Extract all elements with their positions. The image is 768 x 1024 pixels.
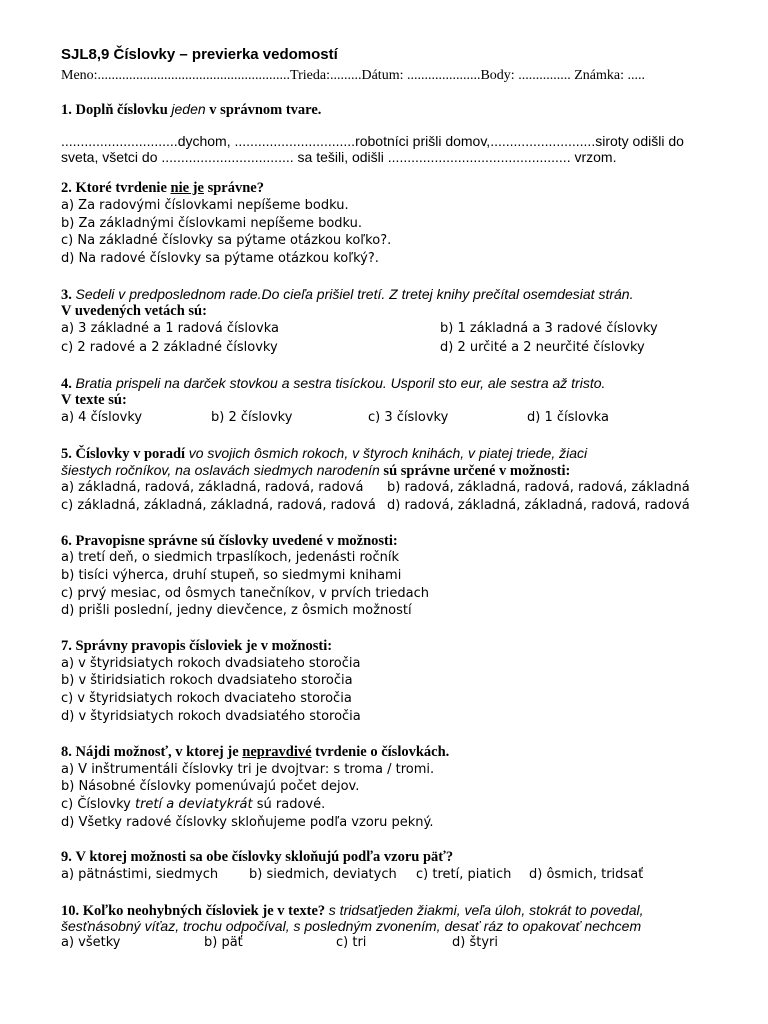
question-8-number: 8. [61,744,72,760]
question-10-option-c: c) tri [336,935,367,950]
question-8-option-c: c) Číslovky tretí a deviatykrát sú radové. [61,797,326,812]
question-2-option-c: c) Na základné číslovky sa pýtame otázkou koľko?. [61,233,392,248]
question-6-title: Pravopisne správne sú číslovky uvedené v možnosti: [75,533,398,549]
question-3-option-a: a) 3 základné a 1 radová číslovka [61,321,279,336]
question-1-line-2: sveta, všetci do .................................. sa tešili, odišli ............................................... vrzom. [61,149,617,165]
question-6-option-b: b) tisíci výherca, druhí stupeň, so siedmymi knihami [61,568,402,583]
question-8-option-c-italic: tretí a deviatykrát [134,797,253,812]
question-4-question: V texte sú: [61,392,127,408]
question-8-heading [61,744,449,761]
question-2-pre: Ktoré tvrdenie [75,180,167,196]
question-1-number: 1. [61,102,72,118]
student-info-line: Meno:.......................................................Trieda:.........Dátum: .....................Body: ............... Známka: ..... [61,68,645,83]
question-5-text-2: šiestych ročníkov, na oslavách siedmych narodenín [61,462,380,478]
question-10-text-1: s tridsaťjeden žiakmi, veľa úloh, stokrát to povedal, [328,902,644,918]
question-2-option-d: d) Na radové číslovky sa pýtame otázkou koľký?. [61,251,379,266]
question-9-option-d: d) ôsmich, tridsať [529,867,644,882]
question-5-option-c: c) základná, základná, základná, radová, radová [61,498,376,513]
question-7-heading [61,638,332,655]
question-5-option-d: d) radová, základná, základná, radová, radová [387,498,690,513]
question-1-post: v správnom tvare. [209,102,322,118]
question-1-line-1: ..............................dychom, ...............................robotníci prišli domov,...........................siroty odišli do [61,133,684,149]
question-7-option-c: c) v štyridsiatych rokoch dvaciateho storočia [61,691,352,706]
question-10-option-b: b) päť [204,935,243,950]
question-5-number: 5. [61,446,72,462]
question-3-number: 3. [61,287,72,303]
question-4-option-d: d) 1 číslovka [527,410,609,425]
question-5-heading [61,445,587,463]
question-6-heading [61,533,398,550]
question-4-option-b: b) 2 číslovky [211,410,293,425]
question-10-text-2: šesťnásobný víťaz, trochu odpočíval, s posledným zvonením, desať ráz to opakovať nechcem [61,918,642,934]
question-1-word: jeden [171,101,206,117]
question-7-option-a: a) v štyridsiatych rokoch dvadsiateho storočia [61,656,361,671]
question-8-underlined: nepravdivé [242,744,312,760]
question-7-title: Správny pravopis čísloviek je v možnosti: [75,638,333,654]
question-9-number: 9. [61,849,72,865]
question-2-option-a: a) Za radovými číslovkami nepíšeme bodku. [61,198,349,213]
question-2-post: správne? [207,180,264,196]
question-5-heading-2 [61,462,570,480]
question-1-pre: Doplň číslovku [75,102,168,118]
question-2-heading [61,180,264,197]
question-4-text: Bratia prispeli na darček stovkou a sestra tisíckou. Usporil sto eur, ale sestra až tristo. [75,375,606,391]
question-5-option-a: a) základná, radová, základná, radová, radová [61,480,364,495]
question-3-option-d: d) 2 určité a 2 neurčité číslovky [440,340,645,355]
question-5-post: sú správne určené v možnosti: [383,463,571,479]
question-7-option-b: b) v štiridsiatich rokoch dvadsiateho storočia [61,673,353,688]
question-7-number: 7. [61,638,72,654]
question-3-text: Sedeli v predposlednom rade.Do cieľa prišiel tretí. Z tretej knihy prečítal osemdesiat strán. [75,286,634,302]
question-9-option-c: c) tretí, piatich [416,867,512,882]
question-4-heading [61,375,605,393]
question-2-option-b: b) Za základnými číslovkami nepíšeme bodku. [61,216,363,231]
page-title: SJL8,9 Číslovky – previerka vedomostí [61,46,338,63]
question-3-heading [61,286,633,304]
question-3-option-c: c) 2 radové a 2 základné číslovky [61,340,278,355]
question-8-pre: Nájdi možnosť, v ktorej je [75,744,239,760]
question-7-option-d: d) v štyridsiatych rokoch dvadsiatého storočia [61,709,361,724]
question-8-option-b: b) Násobné číslovky pomenúvajú počet dejov. [61,779,360,794]
question-5-text-1: vo svojich ôsmich rokoch, v štyroch knihách, v piatej triede, žiaci [188,445,588,461]
question-9-heading [61,849,453,866]
question-10-option-a: a) všetky [61,935,121,950]
question-3-option-b: b) 1 základná a 3 radové číslovky [440,321,658,336]
question-1-heading [61,101,321,119]
question-6-option-d: d) prišli poslední, jedny dievčence, z ôsmich možností [61,603,412,618]
question-6-number: 6. [61,533,72,549]
question-9-option-a: a) pätnástimi, siedmych [61,867,219,882]
question-9-title: V ktorej možnosti sa obe číslovky skloňujú podľa vzoru päť? [75,849,454,865]
question-10-title: Koľko neohybných čísloviek je v texte? [82,903,326,919]
question-8-post: tvrdenie o číslovkách. [315,744,450,760]
question-4-option-a: a) 4 číslovky [61,410,143,425]
question-9-option-b: b) siedmich, deviatych [249,867,397,882]
question-8-option-d: d) Všetky radové číslovky skloňujeme podľa vzoru pekný. [61,815,434,830]
question-6-option-c: c) prvý mesiac, od ôsmych tanečníkov, v prvích triedach [61,586,430,601]
question-8-option-a: a) V inštrumentáli číslovky tri je dvojtvar: s troma / tromi. [61,762,435,777]
question-3-question: V uvedených vetách sú: [61,303,207,319]
question-10-number: 10. [61,903,80,919]
question-2-underlined: nie je [170,180,204,196]
question-2-number: 2. [61,180,72,196]
question-4-number: 4. [61,376,72,392]
question-10-option-d: d) štyri [452,935,498,950]
question-6-option-a: a) tretí deň, o siedmich trpaslíkoch, jedenásti ročník [61,550,399,565]
question-5-pre: Číslovky v poradí [75,446,186,462]
question-4-option-c: c) 3 číslovky [368,410,449,425]
question-5-option-b: b) radová, základná, radová, radová, základná [387,480,690,495]
